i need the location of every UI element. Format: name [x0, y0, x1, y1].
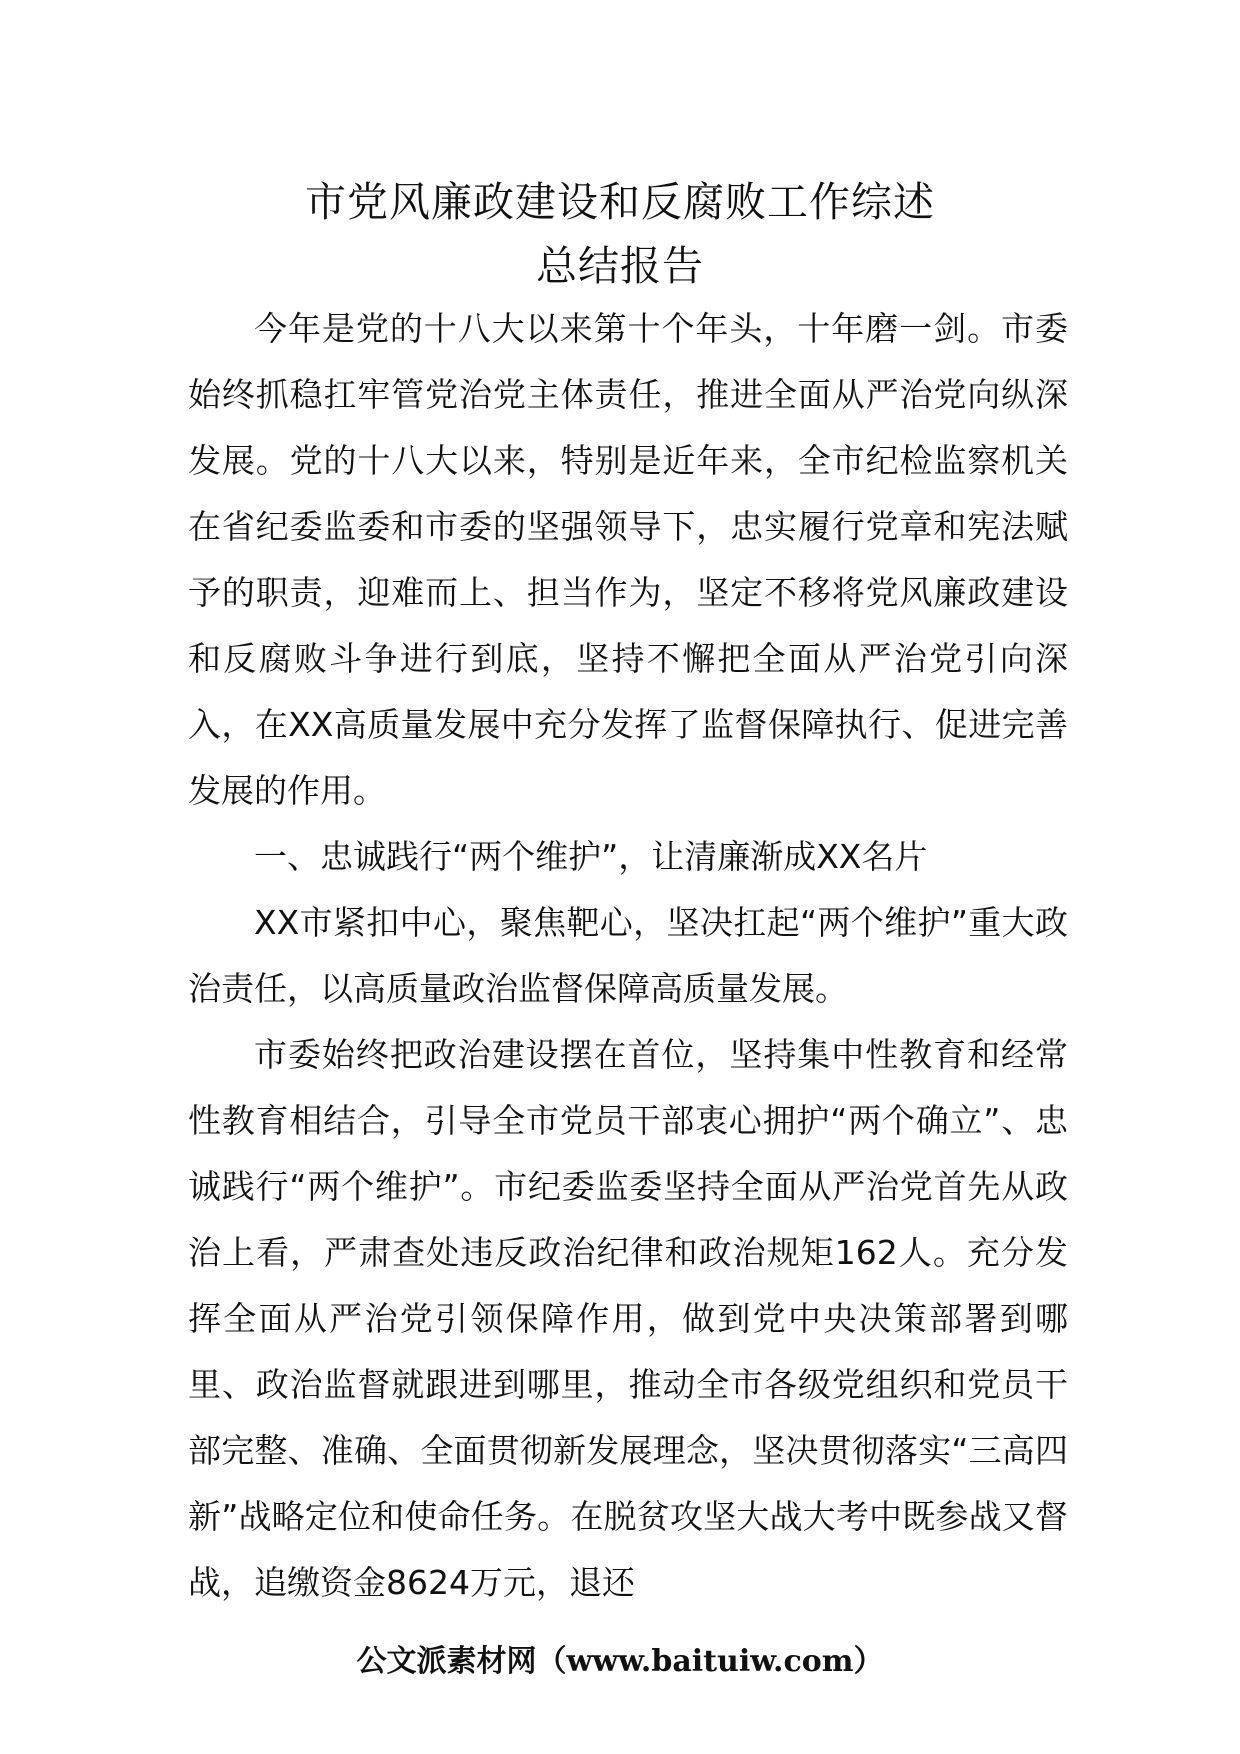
document-subtitle: 总结报告: [536, 242, 704, 290]
section-heading: 一、忠诚践行“两个维护”，让清廉渐成XX名片: [254, 837, 928, 876]
document-body: [188, 296, 1068, 1616]
paragraph-section-intro: XX市紧扣中心，聚焦靶心，坚决扛起“两个维护”重大政治责任，以高质量政治监督保障高质量发展。: [188, 903, 1068, 1008]
paragraph-political-building: 市委始终把政治建设摆在首位，坚持集中性教育和经常性教育相结合，引导全市党员干部衷心拥护“两个确立”、忠诚践行“两个维护”。市纪委监委坚持全面从严治党首先从政治上看，严肃查处违反政治纪律和政治规矩162人。充分发挥全面从严治党引领保障作用，做到党中央决策部署到哪里、政治监督就跟进到哪里，推动全市各级党组织和党员干部完整、准确、全面贯彻新发展理念，坚决贯彻落实“三高四新”战略定位和使命任务。在脱贫攻坚大战大考中既参战又督战，追缴资金8624万元，退还: [188, 1035, 1068, 1602]
document-title: 市党风廉政建设和反腐败工作综述: [305, 178, 935, 226]
paragraph-intro: 今年是党的十八大以来第十个年头，十年磨一剑。市委始终抓稳扛牢管党治党主体责任，推进全面从严治党向纵深发展。党的十八大以来，特别是近年来，全市纪检监察机关在省纪委监委和市委的坚强领导下，忠实履行党章和宪法赋予的职责，迎难而上、担当作为，坚定不移将党风廉政建设和反腐败斗争进行到底，坚持不懈把全面从严治党引向深入，在XX高质量发展中充分发挥了监督保障执行、促进完善发展的作用。: [188, 309, 1068, 810]
footer-watermark: 公文派素材网（www.baituiw.com）: [356, 1644, 884, 1679]
